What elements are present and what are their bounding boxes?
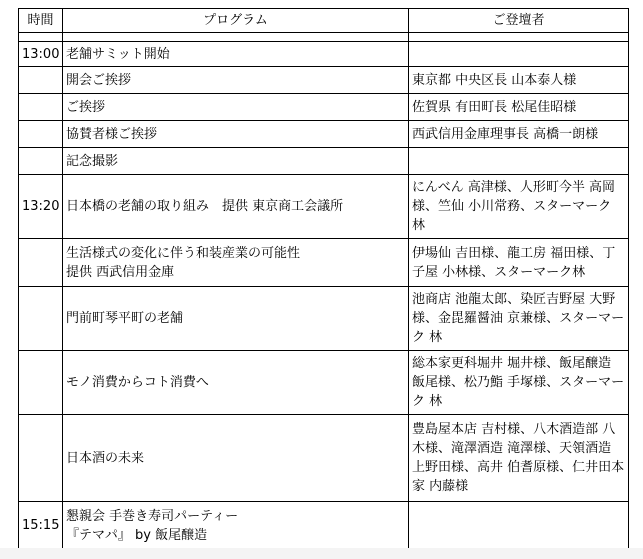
- speaker-cell: 池商店 池龍太郎、染匠吉野屋 大野様、金毘羅醤油 京兼様、スターマーク 林: [409, 287, 629, 351]
- program-cell: モノ消費からコト消費へ: [63, 351, 409, 415]
- table-header-row: [19, 9, 629, 33]
- program-cell: 門前町琴平町の老舗: [63, 287, 409, 351]
- header-time: 時間: [19, 9, 63, 33]
- table-row: [19, 42, 629, 67]
- time-cell: 15:15: [19, 502, 63, 550]
- table-row: [19, 239, 629, 287]
- time-cell: 13:20: [19, 175, 63, 239]
- table-row: [19, 67, 629, 94]
- speaker-cell: 東京都 中央区長 山本泰人様: [409, 67, 629, 94]
- time-cell: 13:00: [19, 42, 63, 67]
- header-program: プログラム: [63, 9, 409, 33]
- table-row: [19, 351, 629, 415]
- program-cell: 生活様式の変化に伴う和装産業の可能性 提供 西武信用金庫: [63, 239, 409, 287]
- header-speaker: ご登壇者: [409, 9, 629, 33]
- time-cell: [19, 94, 63, 121]
- page-bottom-band: [0, 548, 643, 559]
- table-row: [19, 148, 629, 175]
- speaker-cell: [409, 42, 629, 67]
- time-cell: [19, 67, 63, 94]
- speaker-cell: [409, 148, 629, 175]
- spacer-cell: [409, 33, 629, 42]
- time-cell: [19, 148, 63, 175]
- speaker-cell: [409, 502, 629, 550]
- table-row: [19, 502, 629, 550]
- program-cell: 開会ご挨拶: [63, 67, 409, 94]
- program-cell: 老舗サミット開始: [63, 42, 409, 67]
- program-cell: 記念撮影: [63, 148, 409, 175]
- speaker-cell: 伊場仙 吉田様、龍工房 福田様、丁子屋 小林様、スターマーク林: [409, 239, 629, 287]
- speaker-cell: 豊島屋本店 吉村様、八木酒造部 八木様、滝澤酒造 滝澤様、天領酒造 上野田様、高井 伯耆原様、仁井田本家 内藤様: [409, 415, 629, 502]
- time-cell: [19, 121, 63, 148]
- spacer-cell: [19, 33, 63, 42]
- time-cell: [19, 351, 63, 415]
- program-cell: 協賛者様ご挨拶: [63, 121, 409, 148]
- table-row: [19, 175, 629, 239]
- program-cell: 日本酒の未来: [63, 415, 409, 502]
- spacer-cell: [63, 33, 409, 42]
- table-row: [19, 415, 629, 502]
- speaker-cell: 佐賀県 有田町長 松尾佳昭様: [409, 94, 629, 121]
- time-cell: [19, 239, 63, 287]
- speaker-cell: にんべん 高津様、人形町今半 高岡様、竺仙 小川常務、スターマーク 林: [409, 175, 629, 239]
- speaker-cell: 総本家更科堀井 堀井様、飯尾醸造 飯尾様、松乃鮨 手塚様、スターマーク 林: [409, 351, 629, 415]
- table-row: [19, 121, 629, 148]
- program-cell: ご挨拶: [63, 94, 409, 121]
- program-cell: 懇親会 手巻き寿司パーティー 『テマパ』 by 飯尾醸造: [63, 502, 409, 550]
- time-cell: [19, 415, 63, 502]
- speaker-cell: 西武信用金庫理事長 高橋一朗様: [409, 121, 629, 148]
- program-cell: 日本橋の老舗の取り組み 提供 東京商工会議所: [63, 175, 409, 239]
- table-row: [19, 287, 629, 351]
- time-cell: [19, 287, 63, 351]
- header-spacer-row: [19, 33, 629, 42]
- program-schedule-table: [18, 8, 629, 550]
- table-row: [19, 94, 629, 121]
